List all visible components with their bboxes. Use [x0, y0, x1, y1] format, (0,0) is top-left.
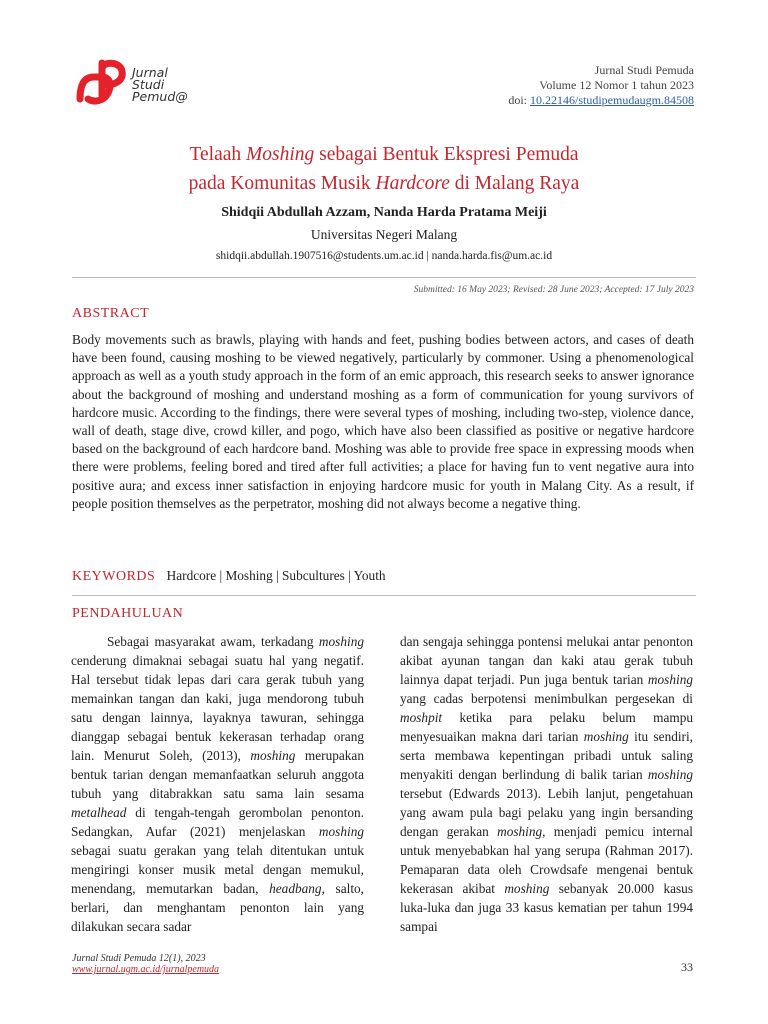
footer-journal-link[interactable]: www.jurnal.ugm.ac.id/jurnalpemuda [72, 964, 220, 975]
doi-line [508, 93, 694, 108]
footer-citation-block [72, 953, 219, 975]
logo-line-1: Jurnal [132, 65, 168, 80]
intro-column-right [400, 632, 693, 936]
submission-dates: Submitted: 16 May 2023; Revised: 28 June 2023; Accepted: 17 July 2023 [413, 285, 694, 295]
header-divider [72, 277, 696, 278]
title-line-2: pada Komunitas Musik Hardcore di Malang Raya [188, 173, 580, 194]
logo-mark-icon [72, 55, 132, 115]
journal-info [508, 63, 694, 108]
title-line-1: Telaah Moshing sebagai Bentuk Ekspresi Pemuda [189, 144, 579, 165]
doi-label: doi: [508, 93, 527, 107]
keywords [72, 568, 386, 585]
affiliation: Universitas Negeri Malang [310, 227, 458, 242]
intro-paragraph-left: Sebagai masyarakat awam, terkadang moshing cenderung dimaknai sebagai suatu hal yang negatif. Hal tersebut tidak lepas dari cara gerak tubuh yang memainkan tangan dan kaki, juga mendorong tubuh satu dengan lainnya, layaknya tawuran, sehingga dianggap sebagai bentuk kekerasan terhadap orang lain. Menurut Soleh, (2013), moshing merupakan bentuk tarian dengan memanfaatkan seluruh anggota tubuh yang ditabrakkan satu sama lain sesama metalhead di tengah-tengah gerombolan penonton. Sedangkan, Aufar (2021) menjelaskan moshing sebagai suatu gerakan yang telah ditentukan untuk mengiringi konser musik metal dengan memukul, menendang, memutarkan badan, headbang, salto, berlari, dan menghantam penonton lain yang dilakukan secara sadar [71, 634, 364, 934]
authors: Shidqii Abdullah Azzam, Nanda Harda Pratama Meiji [221, 205, 547, 220]
footer-citation: Jurnal Studi Pemuda 12(1), 2023 [72, 953, 206, 964]
journal-logo [72, 55, 202, 115]
keywords-divider [72, 595, 696, 596]
keywords-text: Hardcore | Moshing | Subcultures | Youth [166, 568, 386, 583]
journal-volume: Volume 12 Nomor 1 tahun 2023 [539, 78, 694, 92]
journal-name: Jurnal Studi Pemuda [594, 63, 694, 77]
intro-paragraph-right: dan sengaja sehingga pontensi melukai antar penonton akibat ayunan tangan dan kaki atau gerak tubuh lainnya dapat terjadi. Pun juga bentuk tarian moshing yang cadas berpotensi menimbulkan pergesekan di moshpit ketika para pelaku belum mampu menyesuaikan makna dari tarian moshing itu sendiri, serta membawa kepentingan pribadi untuk saling menyakiti dengan berlindung di balik tarian moshing tersebut (Edwards 2013). Lebih lanjut, pengetahuan yang awam pula bagi pelaku yang ingin bersanding dengan gerakan moshing, menjadi pemicu internal untuk menyebabkan hal yang serupa (Rahman 2017). Pemaparan data oleh Crowdsafe mengenai bentuk kekerasan akibat moshing sebanyak 20.000 kasus luka-luka dan juga 33 kasus kematian per tahun 1994 sampai [400, 634, 694, 934]
intro-column-left [71, 632, 364, 936]
page-number: 33 [681, 960, 693, 974]
keywords-label: KEYWORDS [72, 569, 156, 584]
article-title [0, 140, 768, 198]
logo-wordmark [132, 67, 188, 103]
doi-link[interactable]: 10.22146/studipemudaugm.84508 [530, 93, 694, 107]
logo-line-2: Studi [132, 77, 165, 92]
logo-line-3: Pemud@ [132, 89, 188, 104]
abstract-body: Body movements such as brawls, playing with hands and feet, pushing bodies between actors, and cases of death have been found, causing moshing to be viewed negatively, particularly by commoner. Using a phenomenological approach as well as a youth study approach in the form of an emic approach, this research seeks to answer ignorance about the background of moshing and understand moshing as a form of communication for young survivors of hardcore music. According to the findings, there were several types of moshing, including two-step, violence dance, wall of death, stage dive, crowd killer, and pogo, which have also been classified as positive or negative hardcore based on the background of each hardcore band. Moshing was able to provide free space in expressing moods when there were problems, feeling bored and tired after full activities; a place for having fun to vent negative aura into positive aura; and excess inner satisfaction in enjoying hardcore music for youth in Malang City. As a result, if people position themselves as the perpetrator, moshing did not always become a negative thing. [72, 332, 694, 511]
author-emails: shidqii.abdullah.1907516@students.um.ac.id | nanda.harda.fis@um.ac.id [215, 250, 553, 262]
intro-heading: PENDAHULUAN [72, 606, 184, 621]
abstract-heading: ABSTRACT [72, 306, 150, 321]
